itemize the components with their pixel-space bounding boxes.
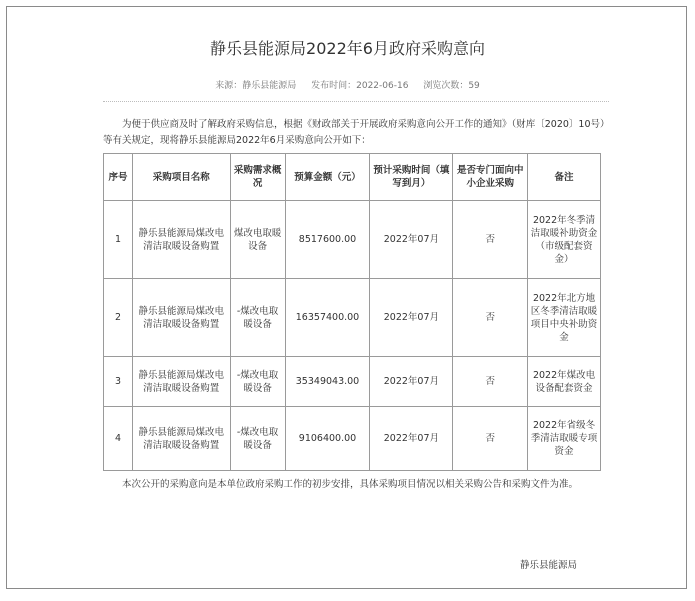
cell-remark: 2022年北方地区冬季清洁取暖项目中央补助资金 — [528, 279, 601, 357]
table-row — [104, 279, 601, 357]
header-cell: 采购需求概况 — [230, 154, 285, 201]
page-title: 静乐县能源局2022年6月政府采购意向 — [210, 39, 485, 58]
cell-time: 2022年07月 — [370, 279, 453, 357]
cell-remark: 2022年煤改电设备配套资金 — [528, 357, 601, 407]
cell-sme: 否 — [453, 279, 528, 357]
header-cell: 预算金额（元） — [285, 154, 370, 201]
procurement-table — [103, 153, 601, 471]
cell-remark: 2022年省级冬季清洁取暖专项资金 — [528, 407, 601, 471]
cell-index: 3 — [104, 357, 133, 407]
closing-paragraph — [103, 477, 609, 493]
cell-budget: 16357400.00 — [285, 279, 370, 357]
cell-sme: 否 — [453, 201, 528, 279]
table-header-row — [104, 154, 601, 201]
cell-project: 静乐县能源局煤改电清洁取暖设备购置 — [132, 201, 230, 279]
divider — [103, 101, 609, 102]
view-count: 浏览次数：59 — [423, 81, 480, 91]
publish-date: 发布时间：2022-06-16 — [311, 81, 409, 91]
cell-budget: 35349043.00 — [285, 357, 370, 407]
cell-remark: 2022年冬季清洁取暖补助资金（市级配套资金） — [528, 201, 601, 279]
cell-demand: -煤改电取暖设备 — [230, 357, 285, 407]
cell-project: 静乐县能源局煤改电清洁取暖设备购置 — [132, 407, 230, 471]
cell-demand: -煤改电取暖设备 — [230, 407, 285, 471]
cell-budget: 8517600.00 — [285, 201, 370, 279]
signature: 静乐县能源局 — [520, 560, 578, 571]
cell-sme: 否 — [453, 407, 528, 471]
article-meta — [0, 78, 695, 91]
table-row — [104, 201, 601, 279]
header-cell: 备注 — [528, 154, 601, 201]
intro-text: 为便于供应商及时了解政府采购信息，根据《财政部关于开展政府采购意向公开工作的通知》（财库〔2020〕10号）等有关规定，现将静乐县能源局2022年6月采购意向公开如下： — [103, 119, 605, 146]
source-label: 来源：静乐县能源局 — [215, 81, 297, 91]
cell-time: 2022年07月 — [370, 201, 453, 279]
cell-index: 1 — [104, 201, 133, 279]
closing-text: 本次公开的采购意向是本单位政府采购工作的初步安排，具体采购项目情况以相关采购公告和采购文件为准。 — [122, 479, 579, 490]
cell-index: 4 — [104, 407, 133, 471]
cell-sme: 否 — [453, 357, 528, 407]
header-cell: 序号 — [104, 154, 133, 201]
cell-time: 2022年07月 — [370, 357, 453, 407]
header-cell: 采购项目名称 — [132, 154, 230, 201]
header-cell: 预计采购时间（填写到月） — [370, 154, 453, 201]
cell-project: 静乐县能源局煤改电清洁取暖设备购置 — [132, 279, 230, 357]
cell-budget: 9106400.00 — [285, 407, 370, 471]
cell-demand: 煤改电取暖设备 — [230, 201, 285, 279]
cell-time: 2022年07月 — [370, 407, 453, 471]
header-cell: 是否专门面向中小企业采购 — [453, 154, 528, 201]
cell-demand: -煤改电取暖设备 — [230, 279, 285, 357]
table-row — [104, 407, 601, 471]
table-row — [104, 357, 601, 407]
cell-project: 静乐县能源局煤改电清洁取暖设备购置 — [132, 357, 230, 407]
cell-index: 2 — [104, 279, 133, 357]
intro-paragraph — [103, 117, 609, 149]
